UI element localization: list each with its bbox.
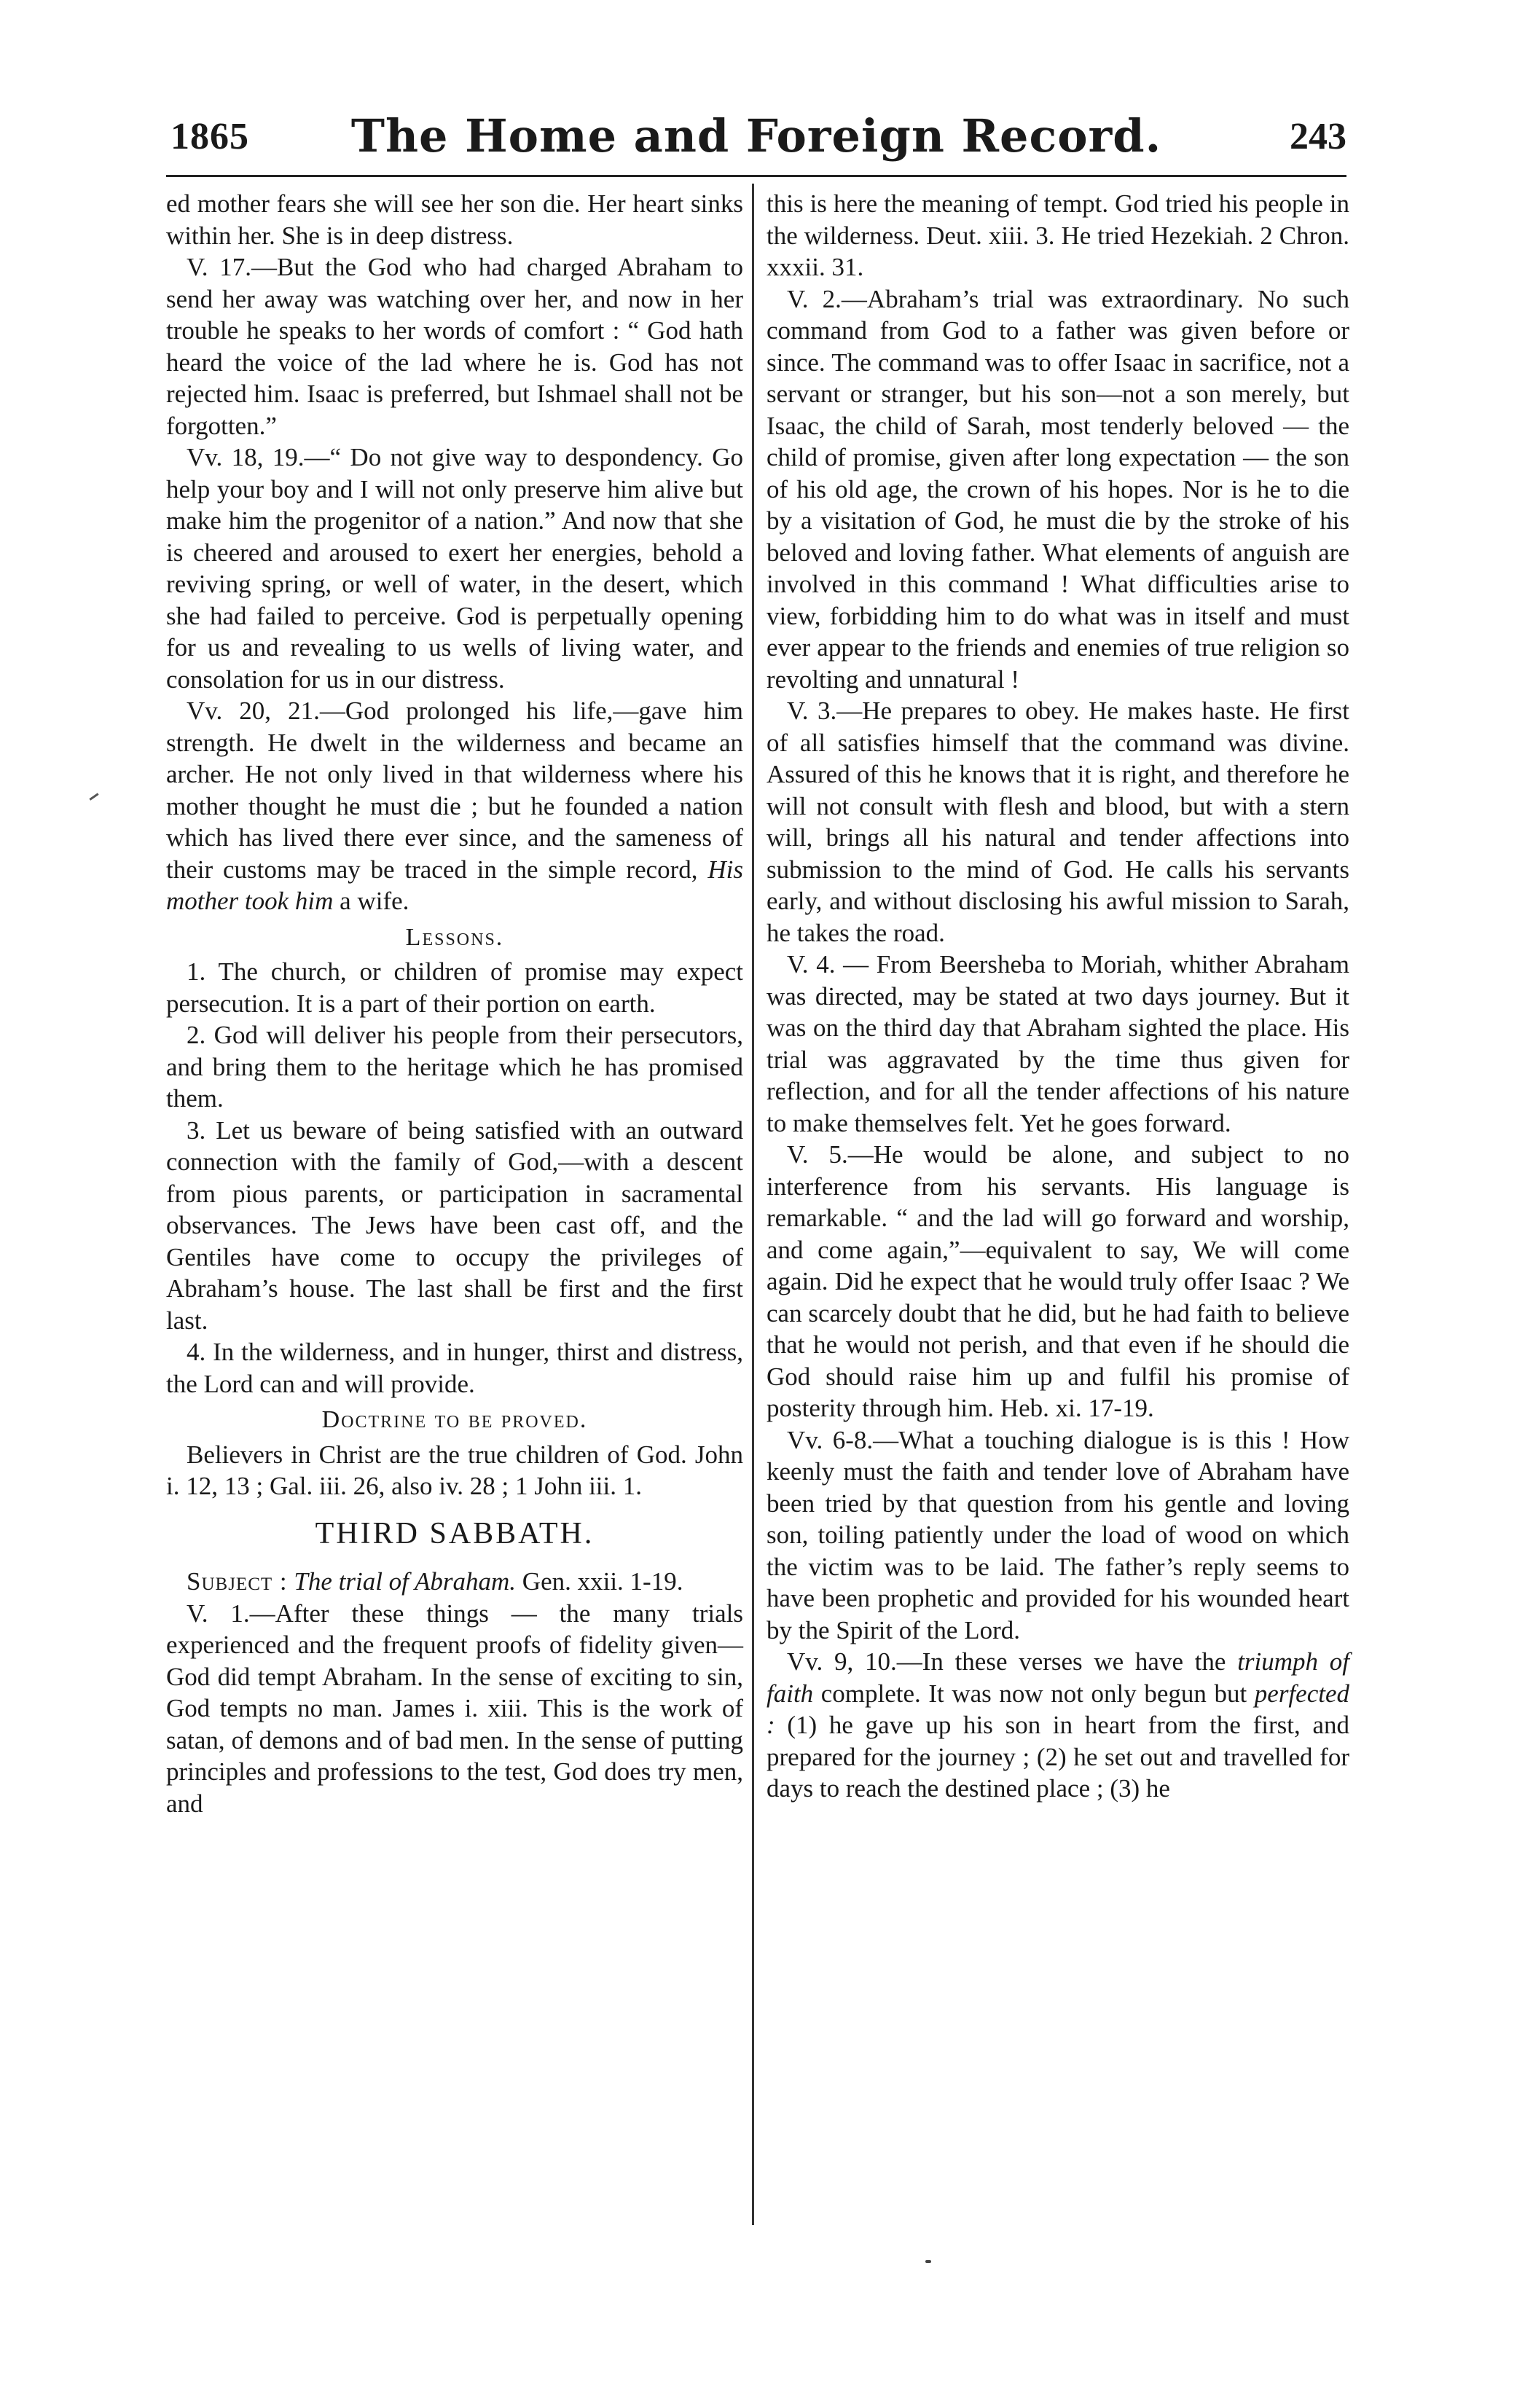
paragraph: Vv. 18, 19.—“ Do not give way to despondency. Go help your boy and I will not only preserve him alive but make him the progenitor of a nation.” And now that she is cheered and aroused to exert her energies, behold a reviving spring, or well of water, in the desert, which she had failed to perceive. God is perpetually opening for us and revealing to us wells of living water, and consolation for us in our distress. <box>166 443 743 694</box>
text-run: complete. It was now not only begun but <box>813 1679 1255 1708</box>
paragraph <box>166 695 743 917</box>
subject-label: Subject : <box>187 1567 288 1596</box>
paragraph: V. 2.—Abraham’s trial was extraordinary. No such command from God to a father was given before or since. The command was to offer Isaac in sacrifice, not a servant or stranger, but his son—not a son merely, but Isaac, the child of Sarah, most tenderly beloved — the child of promise, given after long expectation — the son of his old age, the crown of his hopes. Nor is he to die by a visitation of God, he must die by the stroke of his beloved and loving father. What elements of anguish are involved in this command ! What difficulties arise to view, forbidding him to do what was in itself and must ever appear to the friends and enemies of true religion so revolting and unnatural ! <box>766 284 1349 694</box>
paragraph: V. 3.—He prepares to obey. He makes haste. He first of all satisfies himself that the command was divine. Assured of this he knows that it is right, and therefore he will not consult with flesh and blood, but with a stern will, brings all his natural and tender affections into submission to the mind of God. He calls his servants early, and without disclosing his awful mission to Sarah, he takes the road. <box>766 697 1349 947</box>
lesson-item: 1. The church, or children of promise may expect persecution. It is a part of their portion on earth. <box>166 957 743 1018</box>
paragraph: V. 1.—After these things — the many trials experienced and the frequent proofs of fidelity given—God did tempt Abraham. In the sense of exciting to sin, God tempts no man. James i. xiii. This is the work of satan, of demons and of bad men. In the sense of putting principles and professions to the test, God does try men, and <box>166 1599 743 1818</box>
left-column <box>166 188 743 1819</box>
right-column <box>766 188 1349 1805</box>
header-rule <box>166 175 1346 177</box>
text-run: Vv. 9, 10.—In these verses we have the <box>787 1647 1238 1676</box>
paragraph: V. 5.—He would be alone, and subject to no interference from his servants. His language is remarkable. “ and the lad will go forward and worship, and come again,”—equivalent to say, We will come again. Did he expect that he would truly offer Isaac ? We can scarcely doubt that he did, but he had faith to believe that he would not perish, and that even if he should die God should raise him up and fulfil his promise of posterity through him. Heb. xi. 17-19. <box>766 1140 1349 1422</box>
margin-mark <box>89 793 98 800</box>
subject-title: The trial of Abraham. <box>294 1567 517 1596</box>
paragraph: V. 17.—But the God who had charged Abraham to send her away was watching over her, and now in her trouble he speaks to her words of comfort : “ God hath heard the voice of the lad where he is. God has not rejected him. Isaac is preferred, but Ishmael shall not be forgotten.” <box>166 253 743 440</box>
text-run: a wife. <box>333 887 409 915</box>
paragraph: ed mother fears she will see her son die. Her heart sinks within her. She is in deep distress. <box>166 189 743 250</box>
paragraph <box>766 1646 1349 1805</box>
text-run: (1) he gave up his son in heart from the first, and prepared for the journey ; (2) he set out and travelled for days to reach the destined place ; (3) he <box>766 1711 1349 1803</box>
lesson-item: 2. God will deliver his people from their persecutors, and bring them to the heritage which he has promised them. <box>166 1021 743 1113</box>
paragraph: V. 4. — From Beersheba to Moriah, whither Abraham was directed, may be stated at two days journey. But it was on the third day that Abraham sighted the place. His trial was aggravated by the time thus given for reflection, and for all the tender affections of his nature to make themselves felt. Yet he goes forward. <box>766 950 1349 1137</box>
running-header <box>166 109 1346 168</box>
footer-dot <box>925 2260 931 2263</box>
text-run: Vv. 20, 21.—God prolonged his life,—gave him strength. He dwelt in the wilderness and became an archer. He not only lived in that wilderness where his mother thought he must die ; but he founded a nation which has lived there ever since, and the sameness of their customs may be traced in the simple record, <box>166 697 743 884</box>
lesson-item: 3. Let us beware of being satisfied with an outward connection with the family of God,—with a descent from pious parents, or participation in sacramental observances. The Jews have been cast off, and the Gentiles have come to occupy the privileges of Abraham’s house. The last shall be first and the first last. <box>166 1115 743 1335</box>
lessons-heading: Lessons. <box>405 923 504 951</box>
section-heading: THIRD SABBATH. <box>315 1516 595 1550</box>
paragraph: this is here the meaning of tempt. God tried his people in the wilderness. Deut. xiii. 3. He tried Hezekiah. 2 Chron. xxxii. 31. <box>766 189 1349 281</box>
paragraph: Vv. 6-8.—What a touching dialogue is is this ! How keenly must the faith and tender love of Abraham have been tried by that question from his gentle and loving son, toiling patiently under the load of wood on which the victim was to be laid. The father’s reply seems to have been prophetic and provided for his wounded heart by the Spirit of the Lord. <box>766 1425 1349 1644</box>
doctrine-heading: Doctrine to be proved. <box>321 1406 588 1433</box>
subject-reference: Gen. xxii. 1-19. <box>516 1567 683 1596</box>
column-divider <box>752 184 754 2225</box>
italic-phrase: perfected : <box>766 1679 1349 1739</box>
year: 1865 <box>170 116 249 157</box>
page-number: 243 <box>1290 116 1346 157</box>
lesson-item: 4. In the wilderness, and in hunger, thirst and distress, the Lord can and will provide. <box>166 1338 743 1398</box>
subject-line <box>166 1566 743 1598</box>
italic-phrase: triumph of faith <box>766 1647 1349 1708</box>
italic-quote: His mother took him <box>166 855 743 915</box>
journal-title: The Home and Foreign Record. <box>350 109 1162 162</box>
paragraph: Believers in Christ are the true children of God. John i. 12, 13 ; Gal. iii. 26, also iv. 28 ; 1 John iii. 1. <box>166 1440 743 1500</box>
